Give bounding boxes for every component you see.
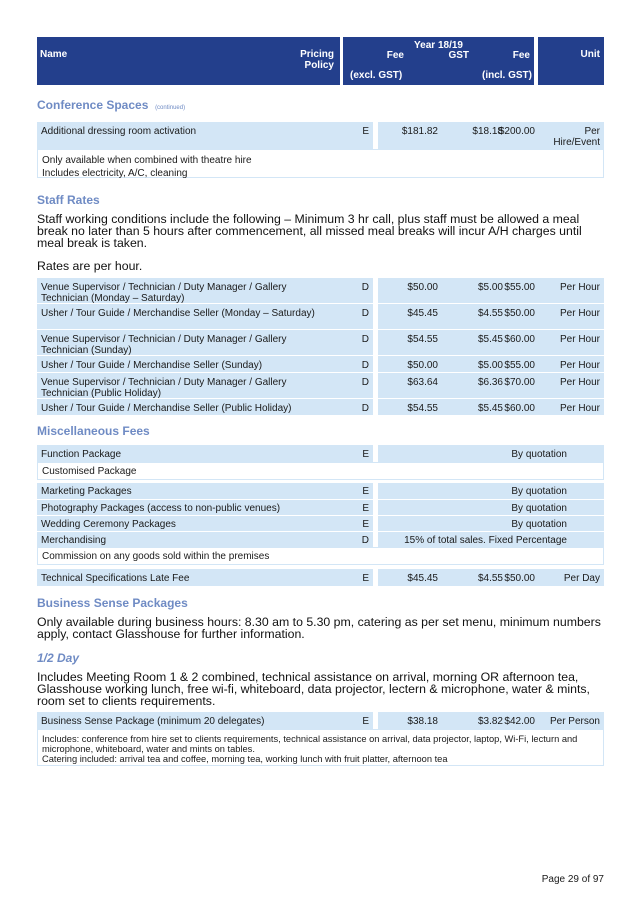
- header-unit-block: [538, 37, 604, 85]
- business-paragraph: Only available during business hours: 8.30 am to 5.30 pm, catering as per set menu, minimum numbers apply, contact Glasshouse for further information.: [37, 615, 601, 641]
- rates-note: Rates are per hour.: [37, 259, 143, 273]
- table-row: Marketing Packages E By quotation: [37, 483, 604, 499]
- section-heading-staff: Staff Rates: [37, 193, 100, 207]
- header-fee-incl-label: Fee: [512, 50, 530, 61]
- page-number: Page 29 of 97: [541, 874, 604, 885]
- table-row: Venue Supervisor / Technician / Duty Manager / Gallery Technician (Sunday) D $54.55 $5.45 $60.00 Per Hour: [37, 329, 604, 355]
- table-row: Function Package E By quotation: [37, 445, 604, 462]
- business-table: [37, 712, 604, 766]
- misc-table: [37, 445, 604, 480]
- section-heading-business: Business Sense Packages: [37, 596, 188, 610]
- header-unit: Unit: [580, 49, 600, 60]
- staff-paragraph: Staff working conditions include the following – Minimum 3 hr call, plus staff must be allowed a meal break no later than 5 hours after commencement, all missed meal breaks will incur A/H charges until meal break is taken.: [37, 212, 582, 250]
- subheading-half-day: 1/2 Day: [37, 651, 80, 665]
- header-fee: Fee: [386, 50, 404, 61]
- header-name: Name: [40, 49, 68, 60]
- header-year: Year 18/19: [414, 40, 463, 51]
- header-fee-excl: (excl. GST): [350, 70, 403, 81]
- table-row: Additional dressing room activation E $181.82 $18.18 $200.00 Per Hire/Event: [37, 122, 604, 149]
- table-row: Usher / Tour Guide / Merchandise Seller (Sunday) D $50.00 $5.00 $55.00 Per Hour: [37, 355, 604, 372]
- table-row: Usher / Tour Guide / Merchandise Seller (Monday – Saturday) D $45.45 $4.55 $50.00 Per Hour: [37, 303, 604, 329]
- table-row: Usher / Tour Guide / Merchandise Seller (Public Holiday) D $54.55 $5.45 $60.00 Per Hour: [37, 398, 604, 415]
- conference-note: Only available when combined with theatre hire Includes electricity, A/C, cleaning: [37, 149, 604, 178]
- header-fee-incl: (incl. GST): [482, 70, 532, 81]
- header-gst: GST: [448, 50, 469, 61]
- merch-note: Commission on any goods sold within the premises: [37, 547, 604, 565]
- business-note: Includes: conference from hire set to clients requirements, technical assistance on arrival, data projector, laptop, Wi-Fi, lecturn and microphone, whiteboard, water and mints on tables. Catering included: arrival tea and coffee, morning tea, working lunch with fruit platter, afternoon tea: [37, 729, 604, 766]
- table-row: Technical Specifications Late Fee E $45.45 $4.55 $50.00 Per Day: [37, 569, 604, 586]
- tech-fee-table: [37, 569, 604, 586]
- header-pricing-policy: Pricing Policy: [300, 49, 334, 71]
- table-row: Merchandising D 15% of total sales. Fixed Percentage: [37, 531, 604, 547]
- table-row: Photography Packages (access to non-public venues) E By quotation: [37, 499, 604, 515]
- staff-table: [37, 278, 604, 415]
- table-header: [37, 37, 604, 85]
- header-divider: [534, 37, 538, 85]
- function-note: Customised Package: [37, 462, 604, 480]
- table-row: Venue Supervisor / Technician / Duty Manager / Gallery Technician (Monday – Saturday) D $50.00 $5.00 $55.00 Per Hour: [37, 278, 604, 303]
- conference-table: [37, 122, 604, 178]
- table-row: Wedding Ceremony Packages E By quotation: [37, 515, 604, 531]
- table-row: Venue Supervisor / Technician / Duty Manager / Gallery Technician (Public Holiday) D $63.64 $6.36 $70.00 Per Hour: [37, 372, 604, 398]
- section-heading-misc: Miscellaneous Fees: [37, 424, 150, 438]
- half-day-paragraph: Includes Meeting Room 1 & 2 combined, technical assistance on arrival, morning OR afternoon tea, Glasshouse working lunch, free wi-fi, whiteboard, data projector, lectern & microphone, water & mints, room set to clients requirements.: [37, 670, 590, 708]
- section-heading-conference: Conference Spaces (continued): [37, 98, 186, 112]
- table-row: Business Sense Package (minimum 20 delegates) E $38.18 $3.82 $42.00 Per Person: [37, 712, 604, 729]
- misc-table-2: [37, 483, 604, 565]
